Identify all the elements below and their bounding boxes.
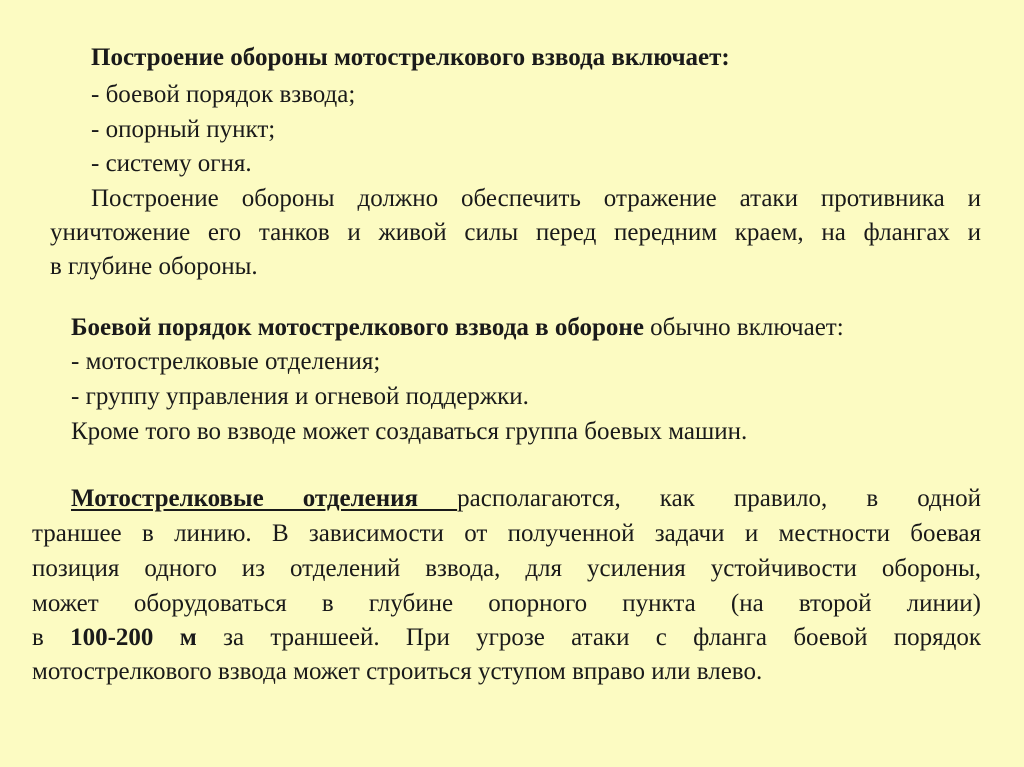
block3-line: мотострелкового взвода может строиться уступом вправо или влево.	[32, 658, 763, 685]
block3-line: позиция одного из отделений взвода, для усиления устойчивости обороны,	[32, 555, 981, 582]
block1-item: - опорный пункт;	[91, 116, 276, 143]
block2-item: - группу управления и огневой поддержки.	[71, 383, 529, 410]
block1-paragraph-line: в глубине обороны.	[50, 253, 258, 280]
block2-note: Кроме того во взводе может создаваться группа боевых машин.	[71, 418, 748, 445]
block3-lead-term: Мотострелковые отделения	[71, 485, 458, 512]
block3-line1-rest: располагаются, как правило, в одной	[457, 485, 981, 512]
block3-line: может оборудоваться в глубине опорного пункта (на второй линии)	[32, 590, 981, 617]
block2-heading-bold: Боевой порядок мотострелкового взвода в обороне	[71, 314, 644, 341]
block3-line	[32, 622, 981, 653]
block3-line: траншее в линию. В зависимости от полученной задачи и местности боевая	[32, 520, 981, 547]
block1-heading: Построение обороны мотострелкового взвода включает:	[91, 44, 730, 71]
block3-line	[71, 483, 981, 514]
block2-heading	[71, 312, 844, 343]
block1-item: - систему огня.	[91, 150, 252, 177]
block2-item: - мотострелковые отделения;	[71, 348, 381, 375]
block1-paragraph-line: Построение обороны должно обеспечить отражение атаки противника и	[91, 185, 981, 212]
block1-paragraph-line: уничтожение его танков и живой силы перед передним краем, на флангах и	[50, 219, 981, 246]
block2-heading-rest: обычно включает:	[643, 314, 844, 341]
block3-line5-rest: за траншеей. При угрозе атаки с фланга боевой порядок	[223, 624, 981, 651]
block3-distance: 100-200 м	[70, 624, 197, 651]
block3-line5-pre: в	[32, 624, 71, 651]
block1-item: - боевой порядок взвода;	[91, 81, 356, 108]
